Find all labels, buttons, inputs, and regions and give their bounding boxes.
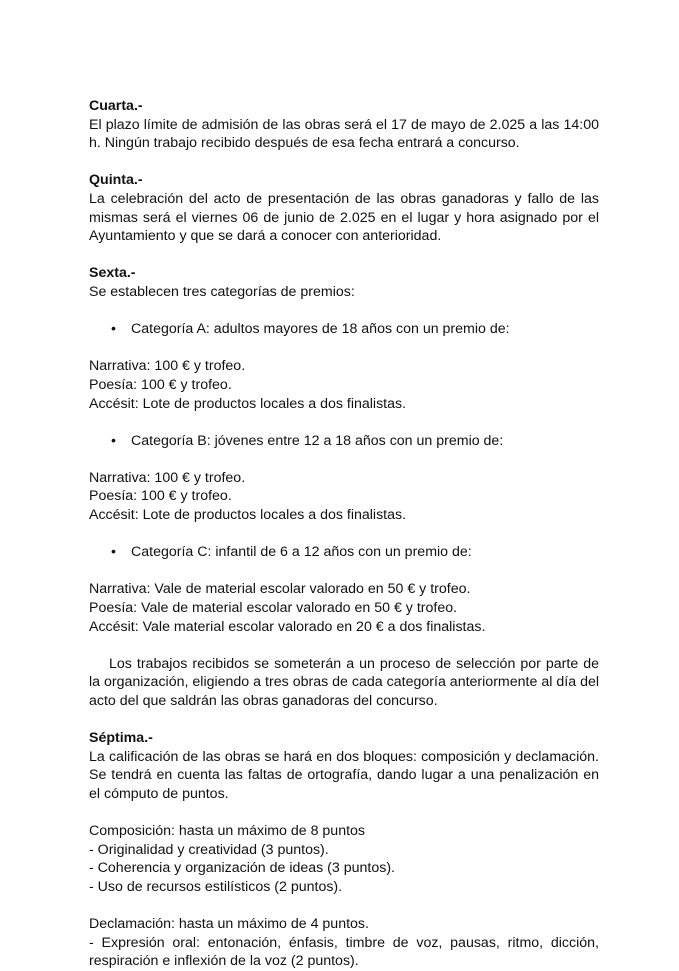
paragraph-septima: La calificación de las obras se hará en dos bloques: composición y declamación. Se tendrá en cuenta las faltas de ortografía, dando lugar a una penalización en el cómputo de puntos. — [89, 748, 599, 802]
composicion-title: Composición: hasta un máximo de 8 puntos — [89, 823, 366, 840]
bullet-categoria-b — [89, 432, 599, 451]
categoria-c-label: Categoría C: infantil de 6 a 12 años con un premio de: — [131, 544, 472, 561]
heading-quinta: Quinta.- — [89, 172, 143, 189]
heading-septima: Séptima.- — [89, 730, 153, 747]
paragraph-sexta-intro: Se establecen tres categorías de premios: — [89, 283, 355, 300]
declamacion-item: - Expresión oral: entonación, énfasis, timbre de voz, pausas, ritmo, dicción, respiración e inflexión de la voz (2 puntos). — [89, 934, 599, 970]
composicion-item: - Originalidad y creatividad (3 puntos). — [89, 841, 329, 858]
declamacion-title: Declamación: hasta un máximo de 4 puntos. — [89, 916, 369, 933]
bullet-icon: • — [111, 321, 116, 338]
categoria-c-line: Poesía: Vale de material escolar valorado en 50 € y trofeo. — [89, 600, 458, 617]
categoria-b-line: Narrativa: 100 € y trofeo. — [89, 469, 246, 486]
heading-sexta: Sexta.- — [89, 265, 136, 282]
heading-cuarta: Cuarta.- — [89, 98, 143, 114]
categoria-a-label: Categoría A: adultos mayores de 18 años con un premio de: — [131, 321, 510, 338]
categoria-c-line: Narrativa: Vale de material escolar valorado en 50 € y trofeo. — [89, 581, 471, 598]
categoria-a-line: Poesía: 100 € y trofeo. — [89, 376, 232, 393]
paragraph-quinta: La celebración del acto de presentación de las obras ganadoras y fallo de las mismas será el viernes 06 de junio de 2.025 en el lugar y hora asignado por el Ayuntamiento y que se dará a conocer con anterioridad. — [89, 190, 599, 245]
categoria-b-label: Categoría B: jóvenes entre 12 a 18 años con un premio de: — [131, 432, 504, 449]
paragraph-sexta-closing: Los trabajos recibidos se someterán a un proceso de selección por parte de la organización, eligiendo a tres obras de cada categoría anteriormente al día del acto del que saldrán las obras ganadoras del concurso. — [89, 655, 599, 709]
categoria-b-line: Accésit: Lote de productos locales a dos finalistas. — [89, 507, 407, 524]
composicion-item: - Coherencia y organización de ideas (3 puntos). — [89, 860, 395, 877]
bullet-icon: • — [111, 432, 116, 449]
bullet-categoria-a — [89, 320, 599, 339]
categoria-a-line: Accésit: Lote de productos locales a dos finalistas. — [89, 395, 407, 412]
bullet-categoria-c — [89, 543, 599, 562]
bullet-icon: • — [111, 544, 116, 561]
composicion-item: - Uso de recursos estilísticos (2 puntos). — [89, 878, 343, 895]
document-page — [89, 97, 599, 971]
categoria-b-line: Poesía: 100 € y trofeo. — [89, 488, 232, 505]
categoria-c-line: Accésit: Vale material escolar valorado en 20 € a dos finalistas. — [89, 618, 486, 635]
categoria-a-line: Narrativa: 100 € y trofeo. — [89, 358, 246, 375]
paragraph-cuarta: El plazo límite de admisión de las obras será el 17 de mayo de 2.025 a las 14:00 h. Ningún trabajo recibido después de esa fecha entrará a concurso. — [89, 116, 599, 152]
